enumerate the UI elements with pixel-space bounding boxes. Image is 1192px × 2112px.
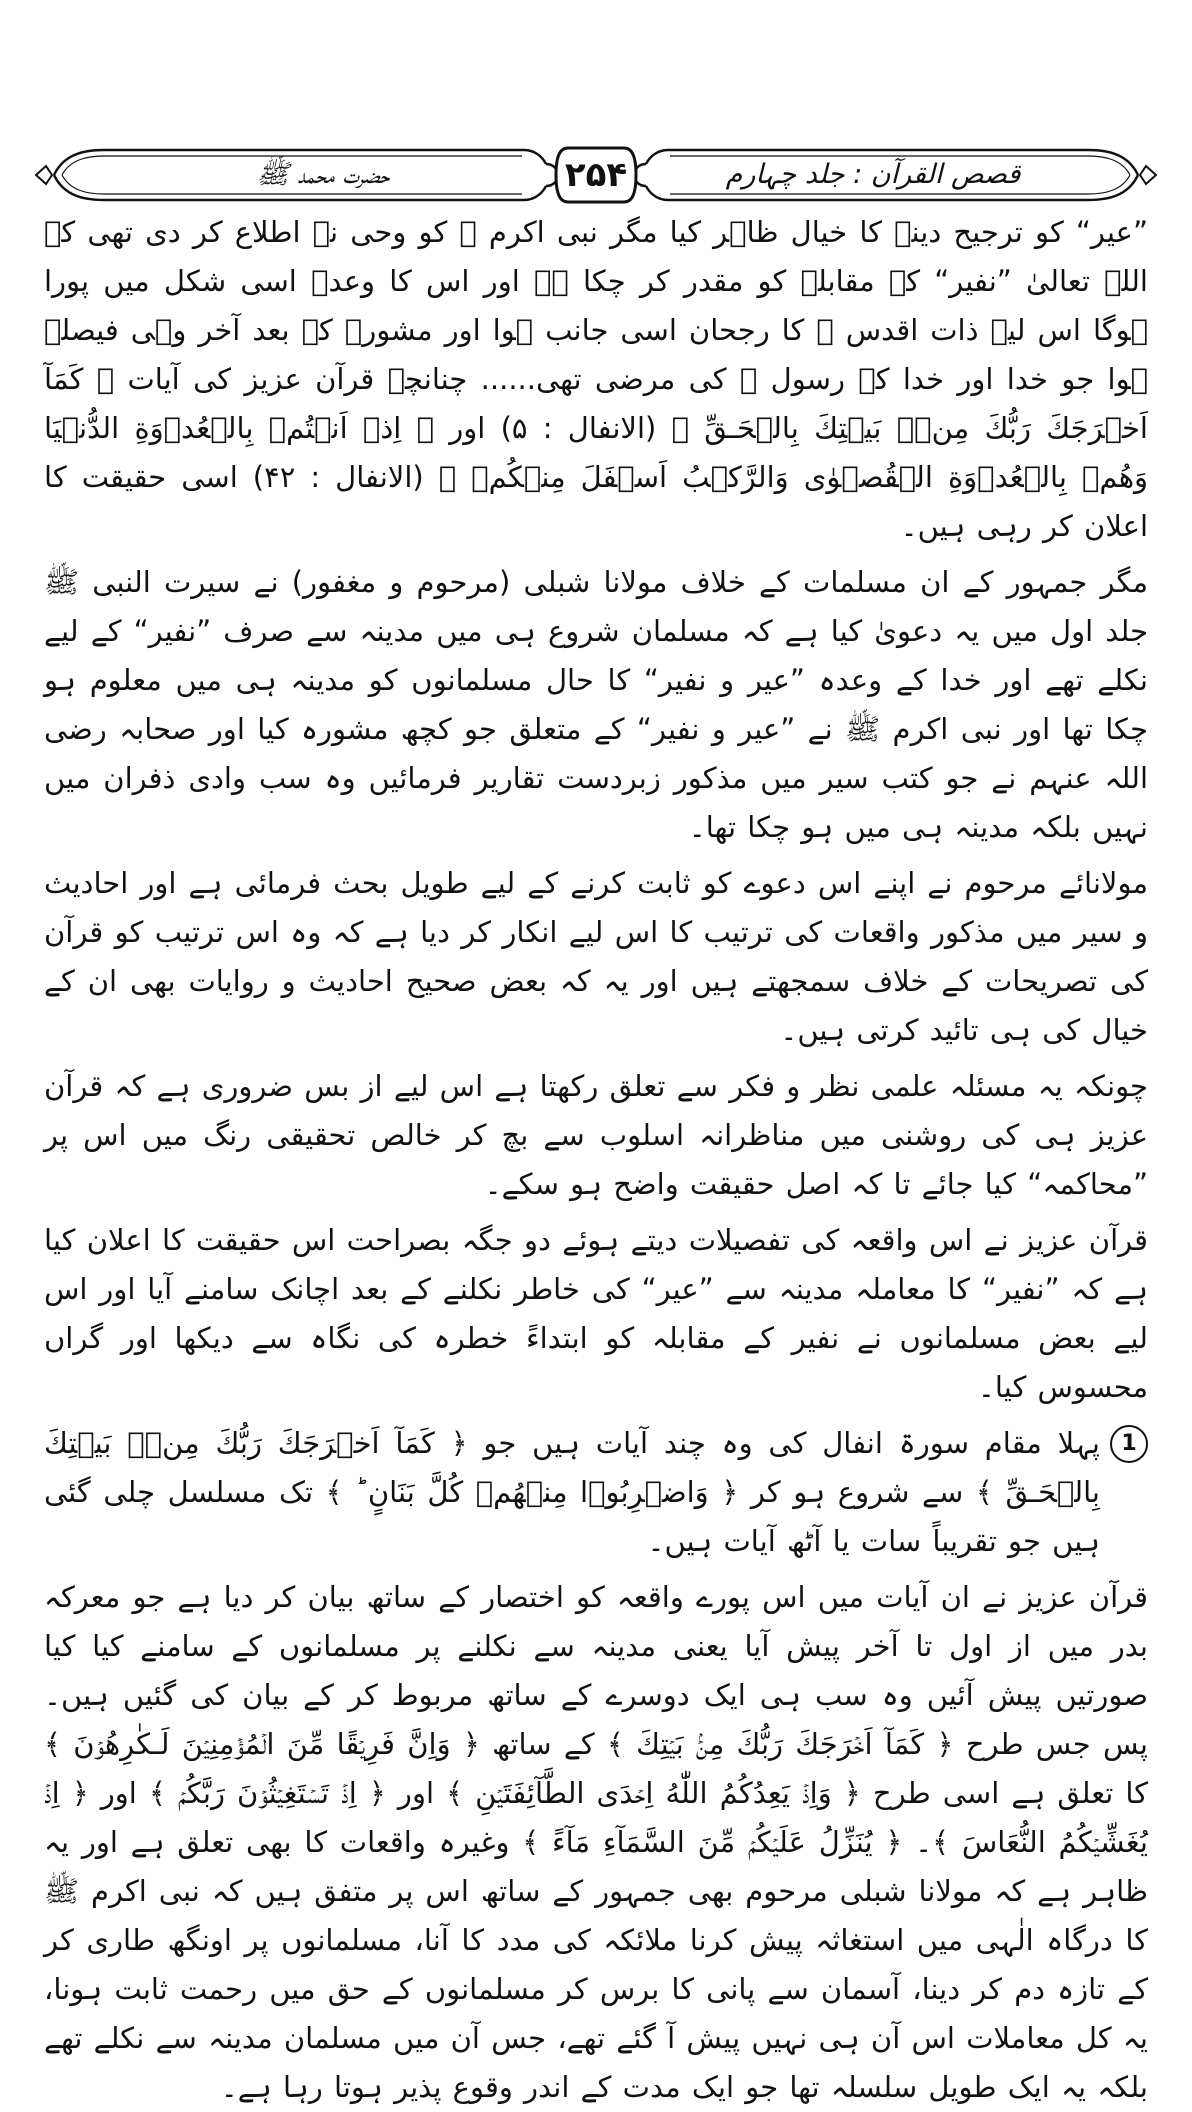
paragraph-1: ”عیر“ کو ترجیح دینے کا خیال ظاہر کیا مگر نبی اکرم ﷺ کو وحی نے اطلاع کر دی تھی کہ اللہ تعالیٰ ”نفیر“ کے مقابلہ کو مقدر کر چکا ہے اور اس کا وعدہ اسی شکل میں پورا ہوگا اس لیے ذات اقدس ﷺ کا رجحان اسی جانب ہوا اور مشورہ کے بعد آخر وہی فیصلہ ہوا جو خدا اور خدا کے رسول ﷺ کی مرضی تھی...... چنانچہ قرآن عزیز کی آیات ﴿ كَمَآ اَخۡرَجَكَ رَبُّكَ مِنۡۢ بَيۡتِكَ بِالۡحَـقِّ ﴾ (الانفال : ۵) اور ﴿ اِذۡ اَنۡتُمۡ بِالۡعُدۡوَةِ الدُّنۡيَا وَهُمۡ بِالۡعُدۡوَةِ الۡقُصۡوٰى وَالرَّكۡبُ اَسۡفَلَ مِنۡكُمۡ ﴾ (الانفال : ۴۲) اسی حقیقت کا اعلان کر رہی ہیں۔ (44, 215, 1148, 543)
paragraph-final: قرآن عزیز نے ان آیات میں اس پورے واقعہ کو اختصار کے ساتھ بیان کر دیا ہے جو معرکہ بدر میں از اول تا آخر پیش آیا یعنی مدینہ سے نکلنے پر مسلمانوں کے سامنے کیا کیا صورتیں پیش آئیں وہ سب ہی ایک دوسرے کے ساتھ مربوط کر کے بیان کی گئیں ہیں۔ پس جس طرح ﴿ كَمَآ اَخۡرَجَكَ رَبُّكَ مِنۡۢ بَيۡتِكَ ﴾ کے ساتھ ﴿ وَاِنَّ فَرِيۡقًا مِّنَ الۡمُؤۡمِنِيۡنَ لَـكٰرِهُوۡنَ ﴾ کا تعلق ہے اسی طرح ﴿ وَاِذۡ يَعِدُكُمُ اللّٰهُ اِحۡدَى الطَّآئِفَتَيۡنِ ﴾ اور ﴿ اِذۡ تَسۡتَغِيۡثُوۡنَ رَبَّكُمۡ ﴾ اور ﴿ اِذۡ يُغَشِّيۡكُمُ النُّعَاسَ ﴾۔ ﴿ يُنَزِّلُ عَلَيۡكُمۡ مِّنَ السَّمَآءِ مَآءً ﴾ وغیرہ واقعات کا بھی تعلق ہے اور یہ ظاہر ہے کہ مولانا شبلی مرحوم بھی جمہور کے ساتھ اس پر متفق ہیں کہ نبی اکرم ﷺ کا درگاہ الٰہی میں استغاثہ پیش کرنا ملائکہ کی مدد کا آنا، مسلمانوں پر اونگھ طاری کر کے تازہ دم کر دینا، آسمان سے پانی کا برس کر مسلمانوں کے حق میں رحمت ثابت ہونا، یہ کل معاملات اس آن ہی نہیں پیش آ گئے تھے، جس آن میں مسلمان مدینہ سے نکلے تھے بلکہ یہ ایک طویل سلسلہ تھا جو ایک مدت کے اندر وقوع پذیر ہوتا رہا ہے۔ (44, 1580, 1148, 2104)
paragraph-2: مگر جمہور کے ان مسلمات کے خلاف مولانا شبلی (مرحوم و مغفور) نے سیرت النبی ﷺ جلد اول میں یہ دعویٰ کیا ہے کہ مسلمان شروع ہی میں مدینہ سے صرف ”نفیر“ کے لیے نکلے تھے اور خدا کے وعدہ ”عیر و نفیر“ کا حال مسلمانوں کو مدینہ ہی میں معلوم ہو چکا تھا اور نبی اکرم ﷺ نے ”عیر و نفیر“ کے متعلق جو کچھ مشورہ کیا اور صحابہ رضی اللہ عنہم نے جو کتب سیر میں مذکور زبردست تقاریر فرمائیں وہ سب وادی ذفران میں نہیں بلکہ مدینہ ہی میں ہو چکا تھا۔ (44, 565, 1148, 844)
paragraph-4: چونکہ یہ مسئلہ علمی نظر و فکر سے تعلق رکھتا ہے اس لیے از بس ضروری ہے کہ قرآن عزیز ہی کی روشنی میں مناظرانہ اسلوب سے بچ کر خالص تحقیقی رنگ میں اس پر ”محاکمہ“ کیا جائے تا کہ اصل حقیقت واضح ہو سکے۔ (44, 1069, 1148, 1201)
page-number: ۲۵۴ (564, 155, 628, 195)
numbered-item (44, 1419, 1148, 1566)
page-header (28, 142, 1164, 208)
paragraph-5: قرآن عزیز نے اس واقعہ کی تفصیلات دیتے ہوئے دو جگہ بصراحت اس حقیقت کا اعلان کیا ہے کہ ”نفیر“ کا معاملہ مدینہ سے ”عیر“ کی خاطر نکلنے کے بعد اچانک سامنے آیا اور اس لیے بعض مسلمانوں نے نفیر کے مقابلہ کو ابتداءً خطرہ کی نگاہ سے دیکھا اور گراں محسوس کیا۔ (44, 1223, 1148, 1404)
page-body (44, 208, 1148, 2112)
chapter-title: حضرت محمد ﷺ (256, 159, 390, 190)
circled-number: 1 (1110, 1425, 1148, 1463)
paragraph-3: مولانائے مرحوم نے اپنے اس دعوے کو ثابت کرنے کے لیے طویل بحث فرمائی ہے اور احادیث و سیر میں مذکور واقعات کی ترتیب کا اس لیے انکار کر دیا ہے کہ وہ اس ترتیب کو قرآن کی تصریحات کے خلاف سمجھتے ہیں اور یہ کہ بعض صحیح احادیث و روایات بھی ان کے خیال کی ہی تائید کرتی ہیں۔ (44, 866, 1148, 1047)
book-title: قصص القرآن : جلد چہارم (725, 159, 1021, 190)
numbered-item-text: پہلا مقام سورۃ انفال کی وہ چند آیات ہیں جو ﴿ كَمَآ اَخۡرَجَكَ رَبُّكَ مِنۡۢ بَيۡتِكَ بِالۡحَـقِّ ﴾ سے شروع ہو کر ﴿ وَاضۡرِبُوۡا مِنۡهُمۡ كُلَّ بَنَانٍ ؕ ﴾ تک مسلسل چلی گئی ہیں جو تقریباً سات یا آٹھ آیات ہیں۔ (44, 1426, 1100, 1558)
